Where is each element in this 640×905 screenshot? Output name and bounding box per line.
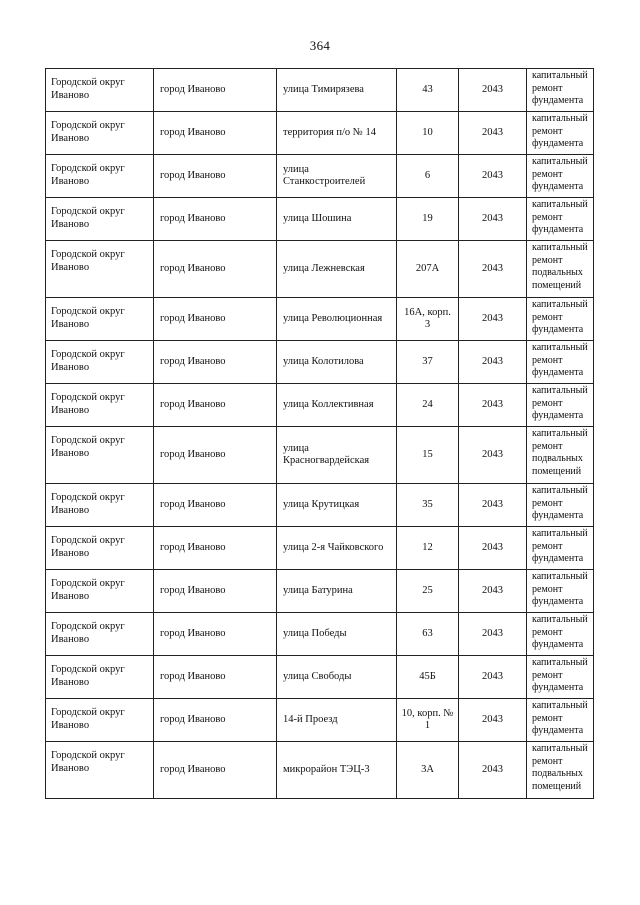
table-row bbox=[46, 69, 594, 112]
city-cell: город Иваново bbox=[154, 527, 277, 570]
street-cell: улица Станкостроителей bbox=[277, 155, 397, 198]
table-row bbox=[46, 155, 594, 198]
street-cell: улица Колотилова bbox=[277, 341, 397, 384]
house-number-cell: 10, корп. № 1 bbox=[397, 699, 459, 742]
table-row bbox=[46, 198, 594, 241]
work-type-cell: капитальный ремонт подвальных помещений bbox=[527, 241, 594, 298]
city-cell: город Иваново bbox=[154, 742, 277, 799]
city-cell: город Иваново bbox=[154, 69, 277, 112]
municipality-cell: Городской округ Иваново bbox=[46, 484, 154, 527]
street-cell: улица Революционная bbox=[277, 298, 397, 341]
register-table-body bbox=[46, 69, 594, 799]
city-cell: город Иваново bbox=[154, 656, 277, 699]
year-cell: 2043 bbox=[459, 570, 527, 613]
municipality-cell: Городской округ Иваново bbox=[46, 742, 154, 799]
table-row bbox=[46, 484, 594, 527]
street-cell: улица Тимирязева bbox=[277, 69, 397, 112]
municipality-cell: Городской округ Иваново bbox=[46, 112, 154, 155]
municipality-cell: Городской округ Иваново bbox=[46, 69, 154, 112]
house-number-cell: 207А bbox=[397, 241, 459, 298]
work-type-cell: капитальный ремонт подвальных помещений bbox=[527, 427, 594, 484]
house-number-cell: 45Б bbox=[397, 656, 459, 699]
work-type-cell: капитальный ремонт фундамента bbox=[527, 656, 594, 699]
street-cell: улица Коллективная bbox=[277, 384, 397, 427]
city-cell: город Иваново bbox=[154, 484, 277, 527]
table-row bbox=[46, 613, 594, 656]
table-row bbox=[46, 341, 594, 384]
municipality-cell: Городской округ Иваново bbox=[46, 427, 154, 484]
year-cell: 2043 bbox=[459, 742, 527, 799]
work-type-cell: капитальный ремонт фундамента bbox=[527, 570, 594, 613]
year-cell: 2043 bbox=[459, 69, 527, 112]
table-row bbox=[46, 742, 594, 799]
year-cell: 2043 bbox=[459, 384, 527, 427]
year-cell: 2043 bbox=[459, 656, 527, 699]
street-cell: улица Лежневская bbox=[277, 241, 397, 298]
work-type-cell: капитальный ремонт фундамента bbox=[527, 298, 594, 341]
municipality-cell: Городской округ Иваново bbox=[46, 527, 154, 570]
street-cell: улица Красногвардейская bbox=[277, 427, 397, 484]
municipality-cell: Городской округ Иваново bbox=[46, 341, 154, 384]
table-row bbox=[46, 112, 594, 155]
house-number-cell: 12 bbox=[397, 527, 459, 570]
house-number-cell: 35 bbox=[397, 484, 459, 527]
municipality-cell: Городской округ Иваново bbox=[46, 384, 154, 427]
city-cell: город Иваново bbox=[154, 384, 277, 427]
street-cell: территория п/о № 14 bbox=[277, 112, 397, 155]
house-number-cell: 3А bbox=[397, 742, 459, 799]
year-cell: 2043 bbox=[459, 155, 527, 198]
year-cell: 2043 bbox=[459, 699, 527, 742]
house-number-cell: 19 bbox=[397, 198, 459, 241]
municipality-cell: Городской округ Иваново bbox=[46, 699, 154, 742]
year-cell: 2043 bbox=[459, 298, 527, 341]
work-type-cell: капитальный ремонт фундамента bbox=[527, 198, 594, 241]
city-cell: город Иваново bbox=[154, 699, 277, 742]
city-cell: город Иваново bbox=[154, 198, 277, 241]
street-cell: улица 2-я Чайковского bbox=[277, 527, 397, 570]
street-cell: микрорайон ТЭЦ-3 bbox=[277, 742, 397, 799]
year-cell: 2043 bbox=[459, 112, 527, 155]
municipality-cell: Городской округ Иваново bbox=[46, 198, 154, 241]
city-cell: город Иваново bbox=[154, 341, 277, 384]
table-row bbox=[46, 699, 594, 742]
municipality-cell: Городской округ Иваново bbox=[46, 613, 154, 656]
table-row bbox=[46, 427, 594, 484]
house-number-cell: 15 bbox=[397, 427, 459, 484]
table-row bbox=[46, 384, 594, 427]
register-table bbox=[45, 68, 594, 799]
city-cell: город Иваново bbox=[154, 298, 277, 341]
house-number-cell: 10 bbox=[397, 112, 459, 155]
house-number-cell: 37 bbox=[397, 341, 459, 384]
work-type-cell: капитальный ремонт фундамента bbox=[527, 484, 594, 527]
municipality-cell: Городской округ Иваново bbox=[46, 656, 154, 699]
table-row bbox=[46, 527, 594, 570]
year-cell: 2043 bbox=[459, 484, 527, 527]
street-cell: улица Победы bbox=[277, 613, 397, 656]
work-type-cell: капитальный ремонт фундамента bbox=[527, 613, 594, 656]
street-cell: улица Свободы bbox=[277, 656, 397, 699]
page-number: 364 bbox=[309, 38, 331, 53]
street-cell: улица Крутицкая bbox=[277, 484, 397, 527]
street-cell: 14-й Проезд bbox=[277, 699, 397, 742]
municipality-cell: Городской округ Иваново bbox=[46, 241, 154, 298]
year-cell: 2043 bbox=[459, 427, 527, 484]
city-cell: город Иваново bbox=[154, 427, 277, 484]
city-cell: город Иваново bbox=[154, 570, 277, 613]
year-cell: 2043 bbox=[459, 527, 527, 570]
work-type-cell: капитальный ремонт фундамента bbox=[527, 112, 594, 155]
table-row bbox=[46, 570, 594, 613]
year-cell: 2043 bbox=[459, 341, 527, 384]
house-number-cell: 25 bbox=[397, 570, 459, 613]
work-type-cell: капитальный ремонт фундамента bbox=[527, 69, 594, 112]
city-cell: город Иваново bbox=[154, 613, 277, 656]
table-row bbox=[46, 298, 594, 341]
work-type-cell: капитальный ремонт фундамента bbox=[527, 699, 594, 742]
table-row bbox=[46, 656, 594, 699]
house-number-cell: 6 bbox=[397, 155, 459, 198]
table-row bbox=[46, 241, 594, 298]
work-type-cell: капитальный ремонт фундамента bbox=[527, 341, 594, 384]
work-type-cell: капитальный ремонт фундамента bbox=[527, 155, 594, 198]
year-cell: 2043 bbox=[459, 613, 527, 656]
house-number-cell: 16А, корп. 3 bbox=[397, 298, 459, 341]
city-cell: город Иваново bbox=[154, 155, 277, 198]
work-type-cell: капитальный ремонт подвальных помещений bbox=[527, 742, 594, 799]
work-type-cell: капитальный ремонт фундамента bbox=[527, 384, 594, 427]
city-cell: город Иваново bbox=[154, 241, 277, 298]
street-cell: улица Шошина bbox=[277, 198, 397, 241]
house-number-cell: 43 bbox=[397, 69, 459, 112]
municipality-cell: Городской округ Иваново bbox=[46, 298, 154, 341]
city-cell: город Иваново bbox=[154, 112, 277, 155]
year-cell: 2043 bbox=[459, 241, 527, 298]
year-cell: 2043 bbox=[459, 198, 527, 241]
work-type-cell: капитальный ремонт фундамента bbox=[527, 527, 594, 570]
street-cell: улица Батурина bbox=[277, 570, 397, 613]
house-number-cell: 63 bbox=[397, 613, 459, 656]
house-number-cell: 24 bbox=[397, 384, 459, 427]
municipality-cell: Городской округ Иваново bbox=[46, 155, 154, 198]
municipality-cell: Городской округ Иваново bbox=[46, 570, 154, 613]
